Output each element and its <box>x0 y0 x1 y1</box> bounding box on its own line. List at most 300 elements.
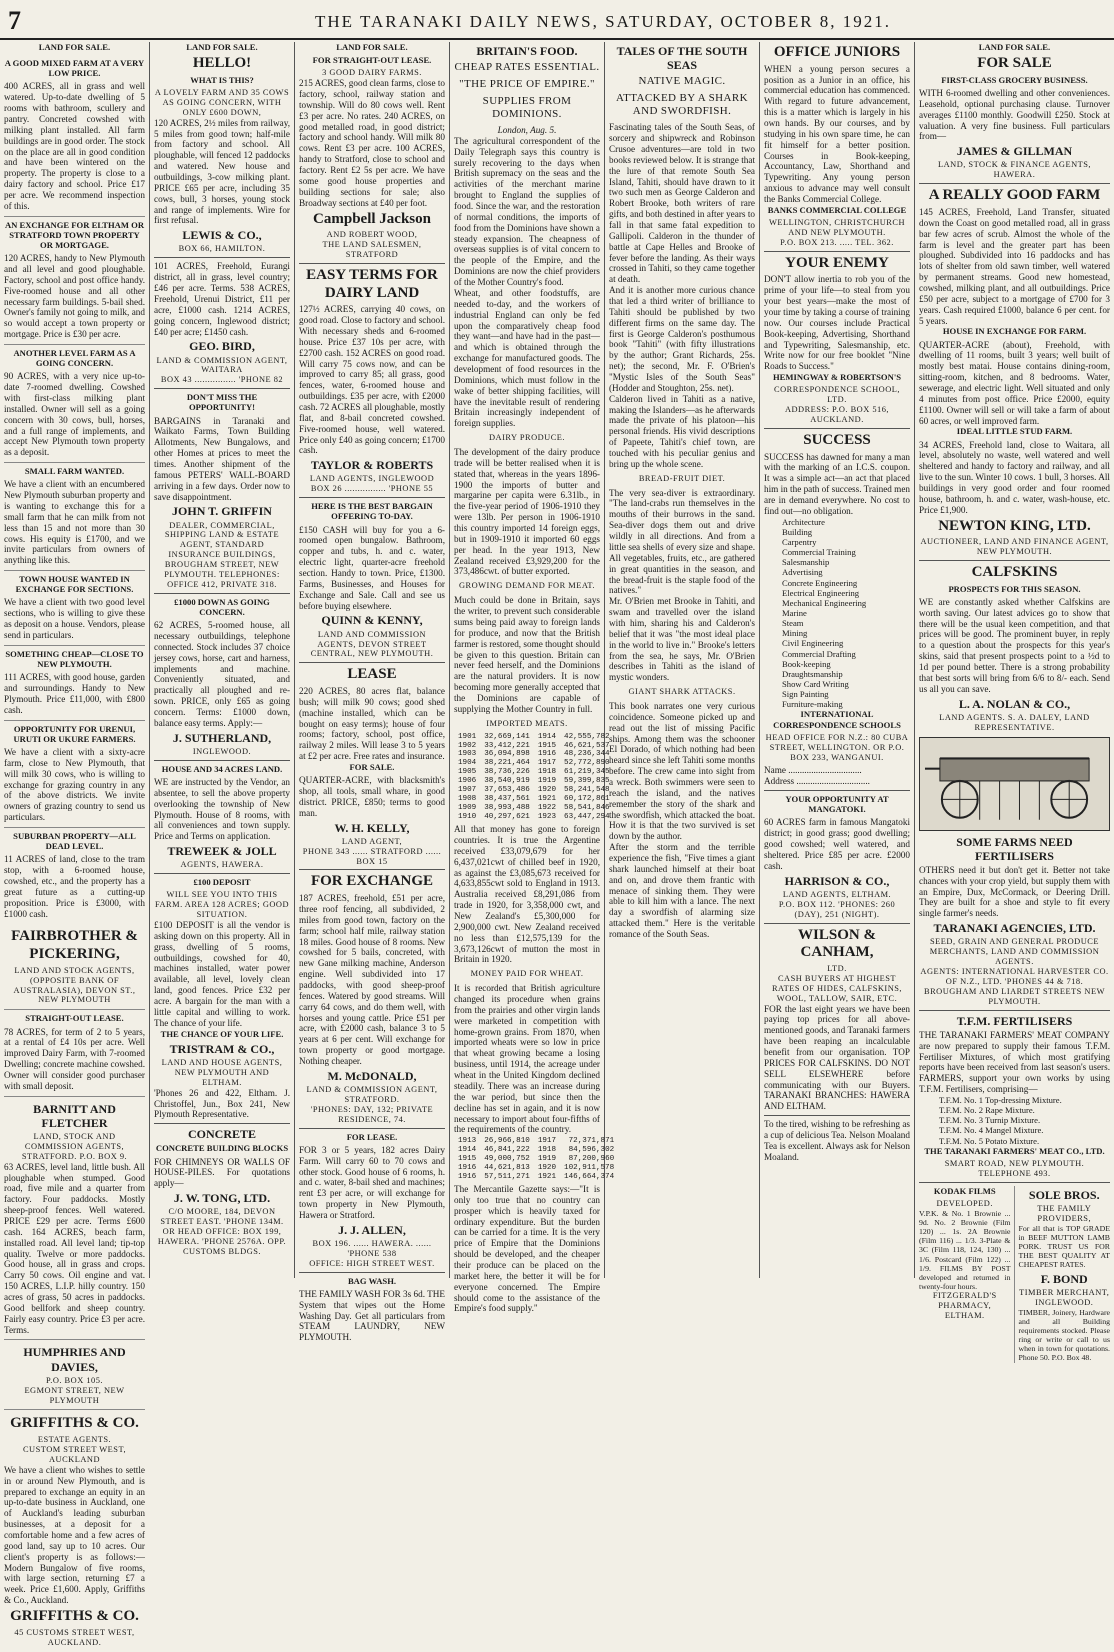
firm-block <box>4 1410 145 1651</box>
ad-heading: £1000 DOWN AS GOING CONCERN. <box>174 596 270 618</box>
firm-line: LAND & COMMISSION AGENT, WAITARA <box>156 355 288 375</box>
table-cell: 1908 <box>458 795 477 804</box>
ad-text: 34 ACRES, Freehold land, close to Waitara, all level, absolutely no waste, well watered and well sheltered and handy to factory and railway, and all live to the sun. Winter 10 cows. 1 bull, 3 horses. All buildings in very good order and four roomed house, bathroom, h. and c. water, wash-house, etc. Price £1,900. <box>919 439 1110 515</box>
ad-heading: BAG WASH. <box>347 1275 397 1286</box>
firm-name: GRIFFITHS & CO. <box>10 1608 139 1625</box>
ad-subheading: HOUSE IN EXCHANGE FOR FARM. <box>942 326 1087 337</box>
firm-address: 45 CUSTOMS STREET WEST, AUCKLAND. <box>14 1627 135 1647</box>
firm-line: TIMBER MERCHANT, INGLEWOOD. <box>1019 1287 1110 1307</box>
firm-name: THE TARANAKI FARMERS' MEAT CO., LTD. <box>924 1145 1105 1156</box>
ad-heading: A GOOD MIXED FARM AT A VERY LOW PRICE. <box>4 58 145 79</box>
column-7 <box>915 42 1114 1363</box>
section-heading: DAIRY PRODUCE. <box>488 433 566 443</box>
ad-text: FOR CHIMNEYS OR WALLS OF HOUSE-PILES. For quotations apply— <box>154 1156 290 1189</box>
ad-subheading: THE FAMILY PROVIDERS, <box>1037 1203 1092 1223</box>
table-cell: 1913 <box>458 1137 477 1146</box>
ad-heading: AN EXCHANGE FOR ELTHAM OR STRATFORD TOWN PROPERTY OR MORTGAGE. <box>4 219 145 251</box>
table-cell: 36,094,898 <box>484 750 530 759</box>
firm-line: LAND, STOCK & FINANCE AGENTS, HAWERA. <box>937 160 1091 180</box>
table-row <box>454 759 614 768</box>
firm-name: JAMES & GILLMAN <box>956 144 1073 159</box>
article-paragraph: And it is another more curious chance that led a third writer of brilliance to Tahiti should be published by two different firms on the same day. The first is George Calderon's posthumous book "Tahiti" (with fifty illustrations by the author; Grant Richards, 25s. net); the second, Mr. F. O'Brien's "Mystic Isles of the South Seas" (Hodder and Stoughton, 25s. net). <box>609 285 755 393</box>
classified-ad <box>4 463 145 571</box>
ad-text: 60 ACRES farm in famous Mangatoki district; in good grass; good dwelling; good cowshed; well watered, and sheltered. Price £85 per acre. £2000 cash. <box>764 817 910 871</box>
ad-text: 127½ ACRES, carrying 40 cows, on good road. Close to factory and school. With necessary sheds and 6-roomed house. Price £37 10s per acre, with £2700 cash. 152 ACRES on good road. Will carry 75 cows now, and can be improved to carry 85; all grass, good fences, water, 6-roomed house and outbuildings. £35 per acre, with £2000 cash. 72 ACRES all ploughable, mostly flat, and 8-bail concreted cowshed. Five-roomed house, well watered. Price only £40 as going concern; £1700 cash. <box>299 304 445 456</box>
firm-phone: 'PHONES: DAY, 132; PRIVATE RESIDENCE, 74. <box>310 1104 434 1124</box>
firm-address: BOX 66, HAMILTON. <box>178 244 266 254</box>
firm-line: LAND AGENTS. S. A. DALEY, LAND REPRESENTATIVE. <box>939 712 1090 732</box>
course-item: Mechanical Engineering <box>782 597 867 608</box>
ad-subheading: PROSPECTS FOR THIS SEASON. <box>948 583 1081 594</box>
column-2 <box>150 42 295 1278</box>
table-cell: 146,664,374 <box>564 1173 615 1182</box>
table-cell: 1905 <box>458 768 477 777</box>
table-cell: 1910 <box>458 813 477 822</box>
ad-heading: YOUR OPPORTUNITY AT MANGATOKI. <box>785 794 889 815</box>
table-cell: 1919 <box>537 1155 557 1164</box>
column-5 <box>605 42 760 1278</box>
ad-subheading: THE CHANCE OF YOUR LIFE. <box>160 1028 284 1039</box>
firm-name: HARRISON & CO., <box>784 873 890 888</box>
firm-name: TAYLOR & ROBERTS <box>310 458 434 473</box>
ad-heading: OPPORTUNITY FOR URENUI, URUTI OR UKURE FARMERS. <box>13 723 136 744</box>
table-cell: 102,911,578 <box>564 1164 615 1173</box>
page-number: 7 <box>8 6 21 35</box>
firm-line: LAND, STOCK AND COMMISSION AGENTS, <box>24 1131 125 1151</box>
firm-name: BANKS COMMERCIAL COLLEGE <box>767 204 907 215</box>
firm-line: LAND AGENTS, ELTHAM. <box>782 889 892 899</box>
firm-line: AUCTIONEER, LAND AND FINANCE AGENT, NEW PLYMOUTH. <box>920 537 1109 557</box>
firm-name: NEWTON KING, LTD. <box>938 517 1091 534</box>
ad-heading: SOME FARMS NEED FERTILISERS <box>956 834 1073 863</box>
column-6 <box>760 42 915 1278</box>
firm-name: GRIFFITHS & CO. <box>10 1415 139 1432</box>
table-cell: 1923 <box>537 813 557 822</box>
table-cell: 1909 <box>458 804 477 813</box>
section-heading: MONEY PAID FOR WHEAT. <box>470 969 584 979</box>
table-cell: 40,297,621 <box>484 813 530 822</box>
table-row <box>454 1164 618 1173</box>
firm-address: DEALER, COMMERCIAL, SHIPPING LAND & ESTATE AGENT, STANDARD INSURANCE BUILDINGS, BROUGHAM STREET, NEW PLYMOUTH. TELEPHONES: OFFICE 412, PRIVATE 318. <box>164 520 280 589</box>
ad-heading: TOWN HOUSE WANTED IN EXCHANGE FOR SECTIONS. <box>15 574 134 595</box>
table-cell: 1921 <box>537 1173 557 1182</box>
ad-text: TIMBER, Joinery, Hardware and all Building requirements stocked. Please ring or write or call to us when in town for quotations. Phone 50. P.O. Box 48. <box>1018 1307 1110 1363</box>
classified-ad <box>4 217 145 345</box>
firm-address: HEAD OFFICE FOR N.Z.: 80 CUBA STREET, WELLINGTON. OR P.O. BOX 233, WANGANUI. <box>765 732 909 762</box>
course-list <box>764 517 910 710</box>
ad-text: 'Phones 26 and 422, Eltham. J. Christoffel, Jun., Box 241, New Plymouth Representative. <box>154 1087 290 1120</box>
firm-name: Campbell Jackson <box>313 210 431 227</box>
ad-heading: £100 DEPOSIT <box>193 877 251 888</box>
ad-text: 90 ACRES, with a very nice up-to-date 7-roomed dwelling. Cowshed with first-class milking plant installed. Owner will sell as a going concern with 30 cows, bull, horses, and a full range of implements, and accept New Plymouth town property as a deposit. <box>4 371 145 458</box>
table-row <box>454 786 614 795</box>
firm-name: INTERNATIONAL CORRESPONDENCE SCHOOLS <box>773 709 901 730</box>
fertiliser-item: T.F.M. No. 4 Mangel Mixture. <box>939 1125 1044 1136</box>
ad-text: We have a client with an encumbered New Plymouth suburban property and is wanting to exchange this for a small farm that he can milk from not less than 15 and not more than 30 cows. His equity is £1700, and we invite particulars from owners of anything like this. <box>4 479 145 566</box>
classified-list <box>4 55 145 923</box>
classified-ad <box>4 646 145 721</box>
course-item: Show Card Writing <box>782 679 849 689</box>
ad-text: 11 ACRES of land, close to the tram stop, with a 6-roomed house, cowshed, etc., and the property has a great future as a cutting-up proposition. Price is £3000, with £1000 cash. <box>4 854 145 919</box>
table-row <box>454 777 614 786</box>
fertiliser-item: T.F.M. No. 2 Rape Mixture. <box>939 1105 1035 1116</box>
table-cell: 1901 <box>458 732 477 741</box>
firm-line: LAND AND STOCK AGENTS, <box>14 965 135 975</box>
ad-text: We have a client with two good level sections, who is willing to give these as deposit on a house. Vendors, please send in particulars. <box>4 597 145 641</box>
ad-text: BARGAINS in Taranaki and Waikato Farms, Town Building Allotments, New Bungalows, and other Homes at prices to meet the times. Another shipment of the famous PETERS' WALL-BOARD arriving in a few days. Order now to save disappointment. <box>154 415 290 502</box>
firm-name: GEO. BIRD, <box>189 339 255 354</box>
ad-heading: T.F.M. FERTILISERS <box>956 1013 1073 1028</box>
firm-line: ESTATE AGENTS. <box>37 1435 112 1445</box>
coupon-address-field[interactable]: Address ................................ <box>764 776 870 787</box>
firm-address: C/O MOORE, 184, DEVON STREET EAST. 'PHONE 134M. OR HEAD OFFICE: BOX 199, HAWERA. 'PHONE 2576A. OPP. CUSTOMS BLDGS. <box>157 1207 287 1256</box>
fertiliser-list <box>919 1095 1110 1146</box>
article-paragraph: Mr. O'Brien met Brooke in Tahiti, and swam and travelled over the island with him, sharing his and Calderon's belief that it was "the most ideal place in the world to live in." Brooke's letters from the sea, he says, Mr. O'Brien describes in Tahiti as the island of mystic wonders. <box>609 596 755 683</box>
table-row <box>454 768 614 777</box>
course-item: Carpentry <box>782 537 817 548</box>
ad-text: We have a client who wishes to settle in or around New Plymouth, and is prepared to exchange an equity in an up-to-date business in Auckland, one of Auckland's leading suburban businesses, at a deposit for a comfortable home and a few acres of good land, say up to 10 acres. Our client's property is as follows:— Modern Bungalow of five rooms, with large section, returning £7 a week. Price £1,600. Apply, Griffiths & Co., Auckland. <box>4 1464 145 1606</box>
ad-text: WE are instructed by the Vendor, an absentee, to sell the above property overlooking the township of New Plymouth. House of 8 rooms, with all conveniences and town supply. Price and Terms on application. <box>154 776 290 842</box>
table-cell: 1907 <box>458 786 477 795</box>
course-item: Concrete Engineering <box>782 577 858 588</box>
firm-address: THE LAND SALESMEN, STRATFORD <box>322 240 422 259</box>
column-3 <box>295 42 450 1343</box>
course-item: Civil Engineering <box>782 638 844 649</box>
firm-name: FAIRBROTHER & PICKERING, <box>11 928 138 963</box>
table-row <box>454 742 614 751</box>
table-cell: 1922 <box>537 804 557 813</box>
firm-address: STRATFORD. P.O. BOX 9. <box>21 1151 128 1161</box>
course-item: Commercial Drafting <box>782 648 856 659</box>
ad-subheading: 3 GOOD DAIRY FARMS. <box>322 68 422 78</box>
firm-name: HUMPHRIES AND DAVIES, <box>23 1345 126 1374</box>
course-item: Sign Painting <box>782 689 829 700</box>
firm-address: EGMONT STREET, NEW PLYMOUTH <box>24 1385 125 1405</box>
section-heading: GROWING DEMAND FOR MEAT. <box>458 581 596 591</box>
ad-text: QUARTER-ACRE, with blacksmith's shop, all tools, small whare, in good district. PRICE, £850; terms to good man. <box>299 775 445 818</box>
table-cell: 1917 <box>537 1137 557 1146</box>
ad-heading: YOUR ENEMY <box>785 254 889 271</box>
ad-text: V.P.K. & No. 1 Brownie ... 9d. No. 2 Brownie (Film 120) ... 1s. 2A Brownie (Film 116) ... 1/3. 3-Plate & 3C (Film 118, 124, 130) ... 1/6. Postcard (Film 122) ... 1/9. FILMS BY POST developed and returned in twenty-four hours. <box>919 1208 1011 1292</box>
ad-text: DON'T allow inertia to rob you of the prime of your life—to steal from you your best years—make the most of your time by taking a course of training now. Our courses include Practical Book-keeping, Advertising, Shorthand and Typewriting, Salesmanship, etc. Write now for our free booklet "Nine Roads to Success." <box>764 274 910 372</box>
ad-text: 215 ACRES, good clean farms, close to factory, school, railway station and township. Will do 80 cows well. Rent £3 per acre. No rates. 240 ACRES, on good metalled road, in good district; factory and school handy. Will milk 80 cows. Rent £3 per acre. 100 ACRES, handy to Stratford, close to school and factory. Rent £2 5s per acre. We have some good house properties and building sections for sale; also Broadway sections at £40 per foot. <box>299 78 445 208</box>
ad-heading: FOR EXCHANGE <box>310 873 434 890</box>
table-cell: 58,541,846 <box>564 804 610 813</box>
table-row <box>454 1155 618 1164</box>
table-cell: 52,772,890 <box>564 759 610 768</box>
column-header: LAND FOR SALE. <box>978 42 1051 52</box>
firm-box: BOX 26 ................ 'PHONE 55 <box>310 484 434 494</box>
table-row <box>454 733 614 742</box>
ad-heading: SMALL FARM WANTED. <box>24 466 125 477</box>
course-item: Marine <box>782 608 807 619</box>
firm-address: (OPPOSITE BANK OF AUSTRALASIA), DEVON ST., NEW PLYMOUTH <box>13 975 136 1005</box>
bottom-ads <box>919 1186 1110 1363</box>
table-cell: 46,841,222 <box>484 1146 530 1155</box>
firm-block <box>4 923 145 1010</box>
table-cell: 1904 <box>458 759 477 768</box>
table-row <box>454 813 614 822</box>
table-cell: 46,621,537 <box>564 741 610 750</box>
column-4 <box>450 42 615 1314</box>
table-cell: 72,371,871 <box>568 1137 615 1146</box>
firm-name: J. SUTHERLAND, <box>172 730 272 745</box>
ad-text: 63 ACRES, level land, little bush. All ploughable when stumped. Good road, five mile and a quarter from factory. Four paddocks. Mostly sheep-proof fences. Well watered. PRICE £29 per acre. Terms £600 cash. 164 ACRES, beach farm, installed road. All level land; tip-top quality. Twelve or more paddocks. Good house, all in grass and crops. Carry 50 cows. Oil engine and vat. 150 ACRES, L.I.P. hilly country. 150 acres of grass, 50 acres in paddocks. Good bellfork and sheep country. Fairly easy country. Price £3 per acre. Terms. <box>4 1161 145 1335</box>
article-subtitle: CHEAP RATES ESSENTIAL. <box>454 61 600 74</box>
ad-heading: SUCCESS <box>803 431 871 448</box>
firm-address: OFFICE: HIGH STREET WEST. <box>309 1258 435 1268</box>
ad-text: 220 ACRES, 80 acres flat, balance bush; will milk 90 cows; good shed (machine installed, which can be bought on easy terms); house of four rooms; factory, school, post office, railway 2 miles. Will lease 3 to 5 years at £2 per acre. Free rates and insurance. <box>299 686 445 762</box>
article-paragraph: Calderon lived in Tahiti as a native, making the Islanders—as he afterwards made the private of his platoon—his personal friends. His vivid descriptions of Papeete, Tahiti's chief town, are touched with his peculiar genius and bring up the whole scene. <box>609 393 755 469</box>
coupon-name-field[interactable]: Name ................................ <box>764 765 862 776</box>
firm-address: FITZGERALD'S PHARMACY, ELTHAM. <box>932 1291 997 1321</box>
table-cell: 37,653,486 <box>484 786 530 795</box>
table-cell: 58,241,548 <box>564 786 610 795</box>
dateline: London, Aug. 5. <box>497 125 557 136</box>
firm-address: AGENTS: INTERNATIONAL HARVESTER CO. OF N.Z., LTD. 'PHONES 44 & 718. BROUGHAM AND LIARDET STREETS NEW PLYMOUTH. <box>920 967 1109 1006</box>
firm-line: CORRESPONDENCE SCHOOL, LTD. <box>774 385 900 405</box>
ad-heading: HELLO! <box>192 55 252 72</box>
ad-heading: EASY TERMS FOR DAIRY LAND <box>306 266 438 301</box>
article-paragraph: The development of the dairy produce trade will be better realised when it is stated that, whereas in the years 1896-1900 the imports of butter and margarine per capita were 6.31lb., in the five-year period of 1906-1910 they were 13lb. Per person in 1906-1910 this country imported 14 foreign eggs, but in 1909-1910 it imported 60 eggs per head. In the year 1913, New Zealand received £3,929,200 for the 373,486cwt. of butter exported. <box>454 447 600 577</box>
firm-line: P.O. BOX 105. <box>46 1375 103 1385</box>
fertiliser-item: T.F.M. No. 3 Turnip Mixture. <box>939 1115 1041 1126</box>
firm-address: AGENTS, HAWERA. <box>180 860 264 870</box>
table-cell: 1916 <box>458 1164 477 1173</box>
article-paragraph: Fascinating tales of the South Seas, of sorcery and shipwreck and Robinson Crusoe adventures—are told in two books reviewed below. It is strange that the lure of that remote South Sea Island, Tahiti, should have drawn to it two such men as George Calderon and Robert Brooke, both writers of rare gifts, and both destined in after years to fall in that same fatal expedition to Gallipoli. Calderon in the thunder of battle at Cape Helles and Brooke of fever before the landing. As their ways crossed in Tahiti, so they came together at death. <box>609 122 755 285</box>
firm-name: J. J. ALLEN, <box>338 1222 406 1237</box>
ad-text: OTHERS need it but don't get it. Better not take chances with your crop yield, but supply them with an Empire, Dux, McCormack, or Deering Drill. They are built for a shoe and style to fit every single farmer's needs. <box>919 864 1110 919</box>
article-paragraph: Wheat, and other foodstuffs, are needed to-day, and the workers of industrial England can only be fed upon the comparatively cheap food they want—and have had in the past—and which is obtained through the exchange for manufactured goods. The development of food resources in the Dominions, which must follow in the wake of better shipping facilities, will have the inevitable result of rendering Britain increasingly independent of foreign supplies. <box>454 287 600 429</box>
course-item: Mining <box>782 628 808 639</box>
article-paragraph: All that money has gone to foreign countries. It is true the Argentine received £33,079,679 for her 6,437,021cwt of chilled beef in 1920, as against the £3,085,673 received for 4,633,855cwt sold to England in 1913. Australia received £8,291,086 from trade in 1920, for 3,358,000 cwt, and New Zealand's £5,300,000 for 2,900,000 cwt. New Zealand received no less than £12,575,139 for the 3,673,126cwt of mutton the most in Britain in 1920. <box>454 824 600 965</box>
classified-ad <box>4 55 145 217</box>
table-row <box>454 795 614 804</box>
imports-table <box>454 733 614 823</box>
ad-heading: FOR LEASE. <box>346 1131 398 1142</box>
ad-subheading: WILL SEE YOU INTO THIS FARM. AREA 128 ACRES; GOOD SITUATION. <box>154 890 290 920</box>
table-heading: IMPORTED MEATS. <box>486 718 568 728</box>
table-cell: 38,221,464 <box>484 759 530 768</box>
ad-text: £100 DEPOSIT is all the vendor is asking down on this property. All in grass, dwelling of 5 rooms, outbuildings, cowshed for 40, machines installed, water power available, all level, lovely clean land, good fences. Price £32 per acre. A bargain for the man with a little capital and willing to work. The chance of your life. <box>154 920 290 1028</box>
ad-text: We have a client with a sixty-acre farm, close to New Plymouth, that will milk 30 cows, who is willing to exchange for grazing country in any of the above districts. We invite owners of grazing country to send us particulars. <box>4 746 145 823</box>
firm-box: BOX 43 ................ 'PHONE 82 <box>160 375 284 385</box>
firm-line: LAND AGENT, <box>341 836 403 846</box>
article-title: TALES OF THE SOUTH SEAS <box>616 44 748 73</box>
table-cell: 1903 <box>458 750 477 759</box>
fertiliser-item: T.F.M. No. 5 Potato Mixture. <box>939 1135 1040 1146</box>
table-cell: 84,596,302 <box>568 1146 615 1155</box>
firm-name: BARNITT AND FLETCHER <box>33 1101 116 1130</box>
ad-text: 187 ACRES, freehold, £51 per acre, three roof fencing, all subdivided, 2 miles from good town, factory on the farm; school half mile, railway station 18 miles. Good house of 8 rooms. New cowshed for 5 bails, concreted, with new Gane milking machine, Anderson engine. Well subdivided into 17 paddocks, with good sheep-proof fences. Watered by good streams. Will carry 64 cows, and do them well, with horses and young cattle. Price £51 per acre, with £2000 cash, balance 3 to 5 years at 6 per cent. Will exchange for town property or good mortgage. Nothing cheaper. <box>299 893 445 1067</box>
ad-text: For all that is TOP GRADE in BEEF MUTTON LAMB PORK. TRUST US FOR THE BEST QUALITY AT CHEAPEST RATES. <box>1018 1223 1110 1270</box>
table-cell: 1916 <box>458 1173 477 1182</box>
column-header: LAND FOR SALE. <box>38 42 111 52</box>
firm-name: KODAK FILMS <box>933 1185 996 1196</box>
table-row <box>454 750 614 759</box>
course-item: Advertising <box>782 567 823 578</box>
firm-line: WELLINGTON, CHRISTCHURCH AND NEW PLYMOUTH. <box>768 218 906 237</box>
table-row <box>454 804 614 813</box>
table-row <box>454 1173 618 1182</box>
article-title: BRITAIN'S FOOD. <box>476 44 578 58</box>
ad-text: 400 ACRES, all in grass and well watered. Up-to-date dwelling of 5 rooms with bathroom, scullery and pantry. Concreted cowshed with milking plant installed. All farm buildings are in good order. The stock on the place are all in good condition and have been wintered on the property. The property is close to a dairy factory and school. Price £17 per acre. We recommend inspection of this. <box>4 81 145 211</box>
ad-text: WE are constantly asked whether Calfskins are worth saving. Our latest advices go to show that there will be the usual keen competition, and that prices will be good. The prominent buyer, in reply to a question about the prospects for this year's skins, said that present prospects point to a ½d to 1d per pound better. There is a strong probability that best sorts will bring from 6/6 to 8/- each. Send us all you can save. <box>919 596 1110 694</box>
table-cell: 1921 <box>537 795 557 804</box>
firm-line: AND ROBERT WOOD, <box>326 230 418 240</box>
course-item: Furniture-making <box>782 699 843 710</box>
section-heading: GIANT SHARK ATTACKS. <box>628 687 736 697</box>
ad-heading: HOUSE AND 34 ACRES LAND. <box>161 763 283 774</box>
table-cell: 44,621,813 <box>484 1164 530 1173</box>
firm-name: L. A. NOLAN & CO., <box>958 696 1071 711</box>
firm-block <box>4 1340 145 1410</box>
firm-address: LAND AND COMMISSION AGENTS, DEVON STREET CENTRAL, NEW PLYMOUTH. <box>310 629 434 659</box>
firm-name: LEWIS & CO., <box>182 228 262 243</box>
firm-line: LAND & COMMISSION AGENT, STRATFORD. <box>306 1085 438 1104</box>
ad-text: 145 ACRES, Freehold, Land Transfer, situated down the Coast on good metalled road, all in grass bar few acres of scrub. Almost the whole of the farm is level and the greater part has been ploughed. Subdivided into 16 paddocks and has lots of shelter from old sawn timber, well watered by permanent streams. Good new homestead, cowshed, milking plant, and all outbuildings. Price £50 per acre, subject to a mortgage of £700 for 3 years. Cash required £1000, balance 6 per cent. for 5 years. <box>919 206 1110 326</box>
ad-heading: A REALLY GOOD FARM <box>928 187 1101 204</box>
ad-text: 111 ACRES, with good house, garden and surroundings. Handy to New Plymouth. Price £11,000, with £800 cash. <box>4 672 145 715</box>
ad-text: THE TARANAKI FARMERS' MEAT COMPANY are now prepared to supply their famous T.F.M. Fertiliser Mixtures, of which most gratifying reports have been received from last season's users. FARMERS, support your own works by using T.F.M. Fertilisers, comprising— <box>919 1029 1110 1095</box>
firm-name: TREWEEK & JOLL <box>167 844 277 859</box>
ad-heading: CALFSKINS <box>971 564 1058 581</box>
firm-box: P.O. BOX 112. 'PHONES: 260 (DAY), 251 (NIGHT). <box>778 899 896 919</box>
newspaper-title: THE TARANAKI DAILY NEWS, SATURDAY, OCTOBER 8, 1921. <box>315 12 892 31</box>
ad-text: THE FAMILY WASH FOR 3s 6d. THE System that wipes out the Home Washing Day. Get all particulars from STEAM LAUNDRY, NEW PLYMOUTH. <box>299 1288 445 1343</box>
table-cell: 42,555,782 <box>564 732 610 741</box>
table-cell: 61,219,345 <box>564 768 610 777</box>
ad-heading: FOR STRAIGHT-OUT LEASE. <box>312 55 432 66</box>
article-paragraph: It is recorded that British agriculture changed its procedure when grains from the prairies and other virgin lands were marketed in competition with home-grown grains. From 1870, when imported wheats were so low in price that wheat growing became a losing business, until 1914, the acreage under wheat in the United Kingdom declined steadily. There was an increase during the war period, but since then the decline has set in again, and it is now necessary to import about four-fifths of the requirements of the country. <box>454 983 600 1135</box>
fertiliser-item: T.F.M. No. 1 Top-dressing Mixture. <box>939 1095 1062 1105</box>
firm-name: TRISTRAM & CO., <box>169 1041 275 1056</box>
kodak-ad <box>919 1186 1015 1363</box>
table-cell: 1918 <box>537 1146 557 1155</box>
firm-name: W. H. KELLY, <box>334 820 410 835</box>
table-cell: 1917 <box>537 759 557 768</box>
section-heading: BREAD-FRUIT DIET. <box>638 473 726 483</box>
ad-heading: CONCRETE <box>187 1127 256 1142</box>
table-cell: 60,172,861 <box>564 795 610 804</box>
ad-subheading: FIRST-CLASS GROCERY BUSINESS. <box>941 74 1088 85</box>
table-cell: 1919 <box>537 777 557 786</box>
firm-name: SOLE BROS. <box>1028 1187 1100 1202</box>
table-cell: 1914 <box>458 1146 477 1155</box>
firm-address: ADDRESS: P.O. BOX 516, AUCKLAND. <box>784 405 890 424</box>
article-paragraph: After the storm and the terrible experience the fish, "Five times a giant shark launched himself at their boat and on, and drove them frantic with menace of sinking them. They were able to kill him with a lance. The next day a swordfish of alarming size attacked them." Here is the veritable romance of the South Seas. <box>609 842 755 940</box>
ad-text: FOR the last eight years we have been paying top prices for all above-mentioned goods, and Taranaki farmers have been reaping an incalculable benefit from our organisation. TOP PRICES FOR CALFSKINS. DO NOT SELL ELSEWHERE before communicating with our Buyers. TARANAKI BRANCHES: HAWERA AND ELTHAM. <box>764 1003 910 1112</box>
ad-text: WHEN a young person secures a position as a Junior in an office, his commercial education has commenced. With regard to future advancement, this is a matter which is largely in his own hands. By our courses, and by studying in his own spare time, he can fit himself for a better position. Courses in Book-keeping, Accountancy, Law, Shorthand and Typewriting. Any young person anxious to advance may well consult the Banks Commercial College. <box>764 63 910 204</box>
ad-text: 120 ACRES, handy to New Plymouth and all level and good ploughable. Factory, school and post office handy. Five-roomed house and all other necessary farm buildings. 5-bail shed. Owner's family not going to milk, and so would accept a town property or mortgage. Price is £30 per acre. <box>4 253 145 340</box>
ad-heading: STRAIGHT-OUT LEASE. <box>25 1013 124 1024</box>
lease-ad <box>4 1010 145 1096</box>
table-cell: 1920 <box>537 1164 557 1173</box>
firm-box: P.O. BOX 213. ..... TEL. 362. <box>780 237 894 247</box>
firm-name: M. McDONALD, <box>327 1068 417 1083</box>
table-row <box>454 1146 618 1155</box>
classified-ad <box>4 828 145 923</box>
column-header: LAND FOR SALE. <box>186 42 258 52</box>
firm-name: JOHN T. GRIFFIN <box>172 504 272 519</box>
ad-text: FOR 3 or 5 years, 182 acres Dairy Farm. Will carry 60 to 70 cows and other stock. Good house of 6 rooms, h. and c. water, 8-bail shed and machines; rent £3 per acre, or will exchange for town property in New Plymouth, Hawera or Stratford. <box>299 1144 445 1220</box>
firm-line: LAND AND HOUSE AGENTS, NEW PLYMOUTH AND ELTHAM. <box>161 1057 283 1087</box>
column-1 <box>0 42 150 1647</box>
table-cell: 38,993,488 <box>484 804 530 813</box>
ad-heading: DON'T MISS THE OPPORTUNITY! <box>186 392 258 413</box>
firm-name: WILSON & CANHAM, <box>798 926 876 961</box>
table-cell: 32,669,141 <box>484 732 530 741</box>
firm-address: CUSTOM STREET WEST, AUCKLAND <box>22 1445 127 1464</box>
article-subtitle: NATIVE MAGIC. <box>638 75 726 88</box>
table-cell: 38,736,226 <box>484 768 530 777</box>
ad-text: 78 ACRES, for term of 2 to 5 years, at a rental of £4 10s per acre. Well improved Dairy Farm, with 7-roomed Dwelling; concrete machine cowshed. Owner will consider good purchaser with small deposit. <box>4 1026 145 1091</box>
table-cell: 87,200,960 <box>568 1155 615 1164</box>
table-cell: 1916 <box>537 750 557 759</box>
firm-box: PHONE 343 ...... STRATFORD ...... BOX 15 <box>302 846 442 866</box>
table-cell: 57,511,271 <box>484 1173 530 1182</box>
course-item: Commercial Training <box>782 547 856 558</box>
ad-text: QUARTER-ACRE (about), Freehold, with dwelling of 11 rooms, built 3 years; well built of mostly best matai. House contains dining-room, sitting-room, kitchen, and 8 bedrooms. Water, sewerage, and electric light. Well situated and only 4 minutes from post office. Price £2000, equity £1100. Owner will sell or will take a farm of about 60 acres, or well improved farm. <box>919 339 1110 426</box>
article-paragraph: The agricultural correspondent of the Daily Telegraph says this country is surely recovering to the days when British supremacy on the seas and the activities of the merchant marine brought to England the supplies of food. Since the war, and the restoration of normal conditions, the imports of food from the Dominions have shown a steady expansion. The cheapness of overseas supplies is of vital concern to the people of the Empire, and the Dominions are now the chief providers of the Mother Country's food. <box>454 135 600 288</box>
course-item: Steam <box>782 618 804 629</box>
firm-line: LTD. <box>827 963 847 973</box>
course-item: Building <box>782 526 813 537</box>
firm-name: F. BOND <box>1040 1271 1088 1286</box>
ad-heading: FOR SALE <box>977 55 1052 72</box>
ad-text: 120 ACRES, 2½ miles from railway, 5 miles from good town; half-mile from factory and school. All ploughable, will fenced 12 paddocks and watered. New house and outbuildings, 3-cow milking plant. PRICE £65 per acre, including 35 cows, bull, 3 horses, young stock and range of implements. Wire for first refusal. <box>154 117 290 226</box>
ad-heading: ANOTHER LEVEL FARM AS A GOING CONCERN. <box>13 348 136 369</box>
table-cell: 1918 <box>537 768 557 777</box>
firm-block <box>4 1097 145 1341</box>
ad-subheading: DEVELOPED. <box>936 1198 993 1208</box>
firm-name: J. W. TONG, LTD. <box>173 1191 271 1206</box>
article-paragraph: This book narrates one very curious coincidence. Someone picked up and read out the list of missing Pacific ships. Among them was the schooner El Dorado, of which nothing had been heard since she left Tahiti some months before. The crew came into sight from a wreck. Both swimmers were seen to reach the island, and the natives remember the story of the shark and the swordfish, which attacked the boat. How it is that the two survived is set down by the author. <box>609 701 755 842</box>
ad-text: SUCCESS has dawned for many a man with the marking of an I.C.S. coupon. It was a simple act—an act that placed him in the path of success. Trained men are in demand everywhere. No cost to find out—no obligation. <box>764 451 910 516</box>
ad-subheading: CONCRETE BUILDING BLOCKS <box>155 1143 289 1154</box>
ad-heading: OFFICE JUNIORS <box>773 44 901 60</box>
table-cell: 38,540,919 <box>484 777 530 786</box>
wheat-table <box>454 1137 618 1182</box>
ad-subheading: IDEAL LITTLE STUD FARM. <box>956 426 1073 437</box>
firm-address: CASH BUYERS AT HIGHEST RATES OF HIDES, CALFSKINS, WOOL, TALLOW, SAIR, ETC. <box>771 973 903 1003</box>
ad-heading: SUBURBAN PROPERTY—ALL DEAD LEVEL. <box>13 830 136 852</box>
article-paragraph: The very sea-diver is extraordinary. "The land-crabs run themselves in the mouths of their burrows in the sand. Sea-diver dogs them out and drive wildly in all directions. And from a little sea shells of every size and shape. All vegetables, fruits, etc., are gathered in great quantities in the season, and the bread-fruit is the staple food of the natives." <box>609 487 755 596</box>
sole-bond-ads <box>1019 1186 1111 1363</box>
seed-drill-illustration <box>919 737 1110 831</box>
table-cell: 48,236,344 <box>564 750 610 759</box>
firm-address: INGLEWOOD. <box>192 746 252 756</box>
table-cell: 1902 <box>458 741 477 750</box>
classified-ad <box>4 345 145 463</box>
firm-line: LAND AGENTS, INGLEWOOD <box>309 474 435 484</box>
ad-text: WITH 6-roomed dwelling and other conveniences. Leasehold, optional purchasing clause. Turnover averages £1100 monthly. Goodwill £250. Stock at valuation. A very fine business. Full particulars from— <box>919 87 1110 142</box>
classified-ad <box>4 571 145 646</box>
ad-heading: SOMETHING CHEAP—CLOSE TO NEW PLYMOUTH. <box>5 648 144 670</box>
table-cell: 38,437,561 <box>484 795 530 804</box>
ad-heading: LEASE <box>347 666 397 683</box>
firm-address: SMART ROAD, NEW PLYMOUTH. TELEPHONE 493. <box>944 1158 1085 1178</box>
table-cell: 26,966,810 <box>484 1137 530 1146</box>
article-subtitle: SUPPLIES FROM DOMINIONS. <box>482 95 572 121</box>
course-item: Electrical Engineering <box>782 587 860 598</box>
article-subtitle: "THE PRICE OF EMPIRE." <box>459 78 595 91</box>
table-cell: 1915 <box>458 1155 477 1164</box>
table-cell: 1920 <box>537 786 557 795</box>
classified-ad <box>4 721 145 828</box>
ad-subheading: A LOVELY FARM AND 35 COWS AS GOING CONCERN, WITH ONLY £600 DOWN, <box>154 87 290 117</box>
table-cell: 33,412,221 <box>484 741 530 750</box>
